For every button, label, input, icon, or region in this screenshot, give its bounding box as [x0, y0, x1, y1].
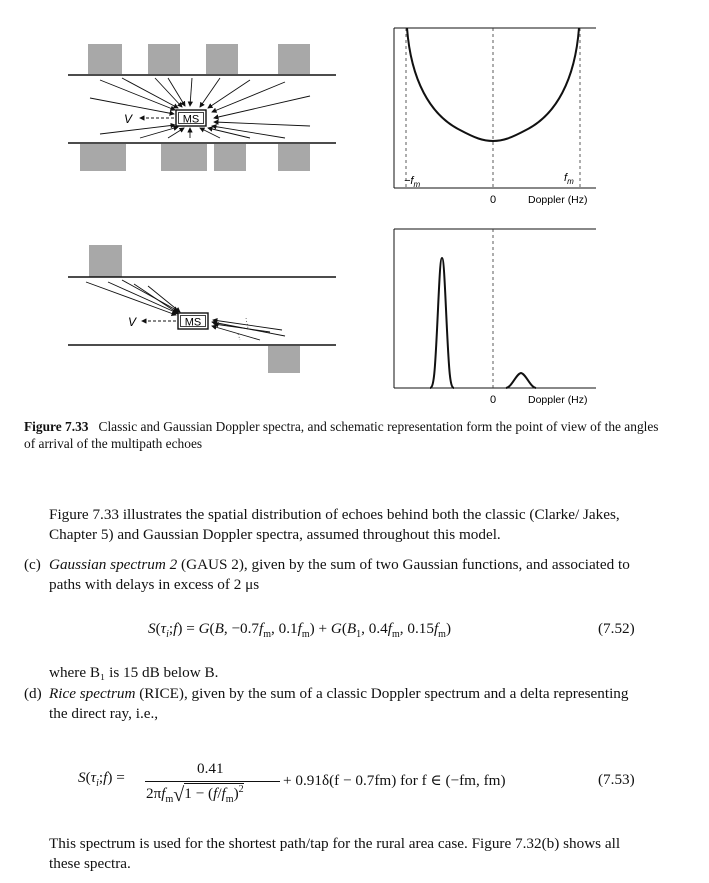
equation-7-53-tail: + 0.91δ(f − 0.7fm) for f ∈ (−fm, fm) — [283, 772, 506, 789]
velocity-label: V — [128, 315, 137, 329]
velocity-label: V — [124, 112, 133, 126]
building — [206, 44, 238, 74]
paragraph-final: This spectrum is used for the shortest path/tap for the rural area case. Figure 7.32(b) shows all these spectra. — [49, 835, 621, 872]
equation-7-53-lhs: $S(\tau_i;f)$ = — [78, 769, 125, 790]
where-line: where B₁ is 15 dB below B. — [49, 664, 219, 681]
fraction-bar — [145, 781, 280, 782]
caption-text: Classic and Gaussian Doppler spectra, and schematic representation form the point of view of the angles of arrival of the multipath echoes — [24, 419, 659, 451]
main-gaussian-peak — [430, 258, 454, 388]
zero-tick-label: 0 — [489, 394, 497, 406]
bottom-scene-diagram — [60, 240, 350, 380]
paragraph-intro: Figure 7.33 illustrates the spatial distribution of echoes behind both the classic (Clarke/ Jakes, Chapter 5) and Gaussian Doppler spectra, assumed throughout this model. — [49, 506, 620, 543]
building — [278, 44, 310, 74]
equation-7-52: $S(\tau_i;f) = G(B$, $-0.7f_m$, $0.1f_m) + G(B_1$, $0.4f_m$, $0.15f_m$) — [148, 620, 452, 641]
classic-doppler-plot — [380, 20, 610, 210]
gaussian-doppler-plot — [380, 220, 610, 410]
list-marker: (c) — [24, 556, 41, 573]
building — [268, 346, 300, 373]
figure-caption — [24, 418, 664, 452]
zero-tick-label: 0 — [489, 194, 497, 206]
secondary-gaussian-peak — [506, 373, 536, 388]
item-title: Rice spectrum — [49, 685, 136, 702]
equation-number: (7.53) — [598, 771, 635, 788]
equation-7-53-numerator: 0.41 — [197, 760, 224, 777]
equation-number: (7.52) — [598, 620, 635, 637]
pos-fm-label: $f_m$ — [564, 172, 574, 186]
building — [80, 144, 126, 171]
equation-7-53-denominator: $2\pi f_m√1 - (f/f_m)^2$ — [146, 784, 244, 807]
list-marker: (d) — [24, 685, 42, 702]
building — [88, 44, 122, 74]
building — [148, 44, 180, 74]
item-title: Gaussian spectrum 2 — [49, 556, 178, 573]
mobile-station-label: MS — [182, 113, 200, 126]
building — [161, 144, 207, 171]
caption-label: Figure 7.33 — [24, 419, 89, 434]
list-item-d: (d) Rice spectrum (RICE), given by the sum of a classic Doppler spectrum and a delta representing the direct ray, i.e., — [24, 685, 629, 722]
list-item-c: (c) Gaussian spectrum 2 (GAUS 2), given by the sum of two Gaussian functions, and associated to paths with delays in excess of 2 μs — [24, 556, 630, 593]
top-scene-diagram — [60, 38, 350, 178]
building — [278, 144, 310, 171]
x-axis-label: Doppler (Hz) — [528, 394, 588, 406]
building — [89, 245, 122, 277]
neg-fm-label: $-f_m$ — [404, 175, 421, 189]
building — [214, 144, 246, 171]
x-axis-label: Doppler (Hz) — [528, 194, 588, 206]
mobile-station-label: MS — [184, 316, 202, 329]
